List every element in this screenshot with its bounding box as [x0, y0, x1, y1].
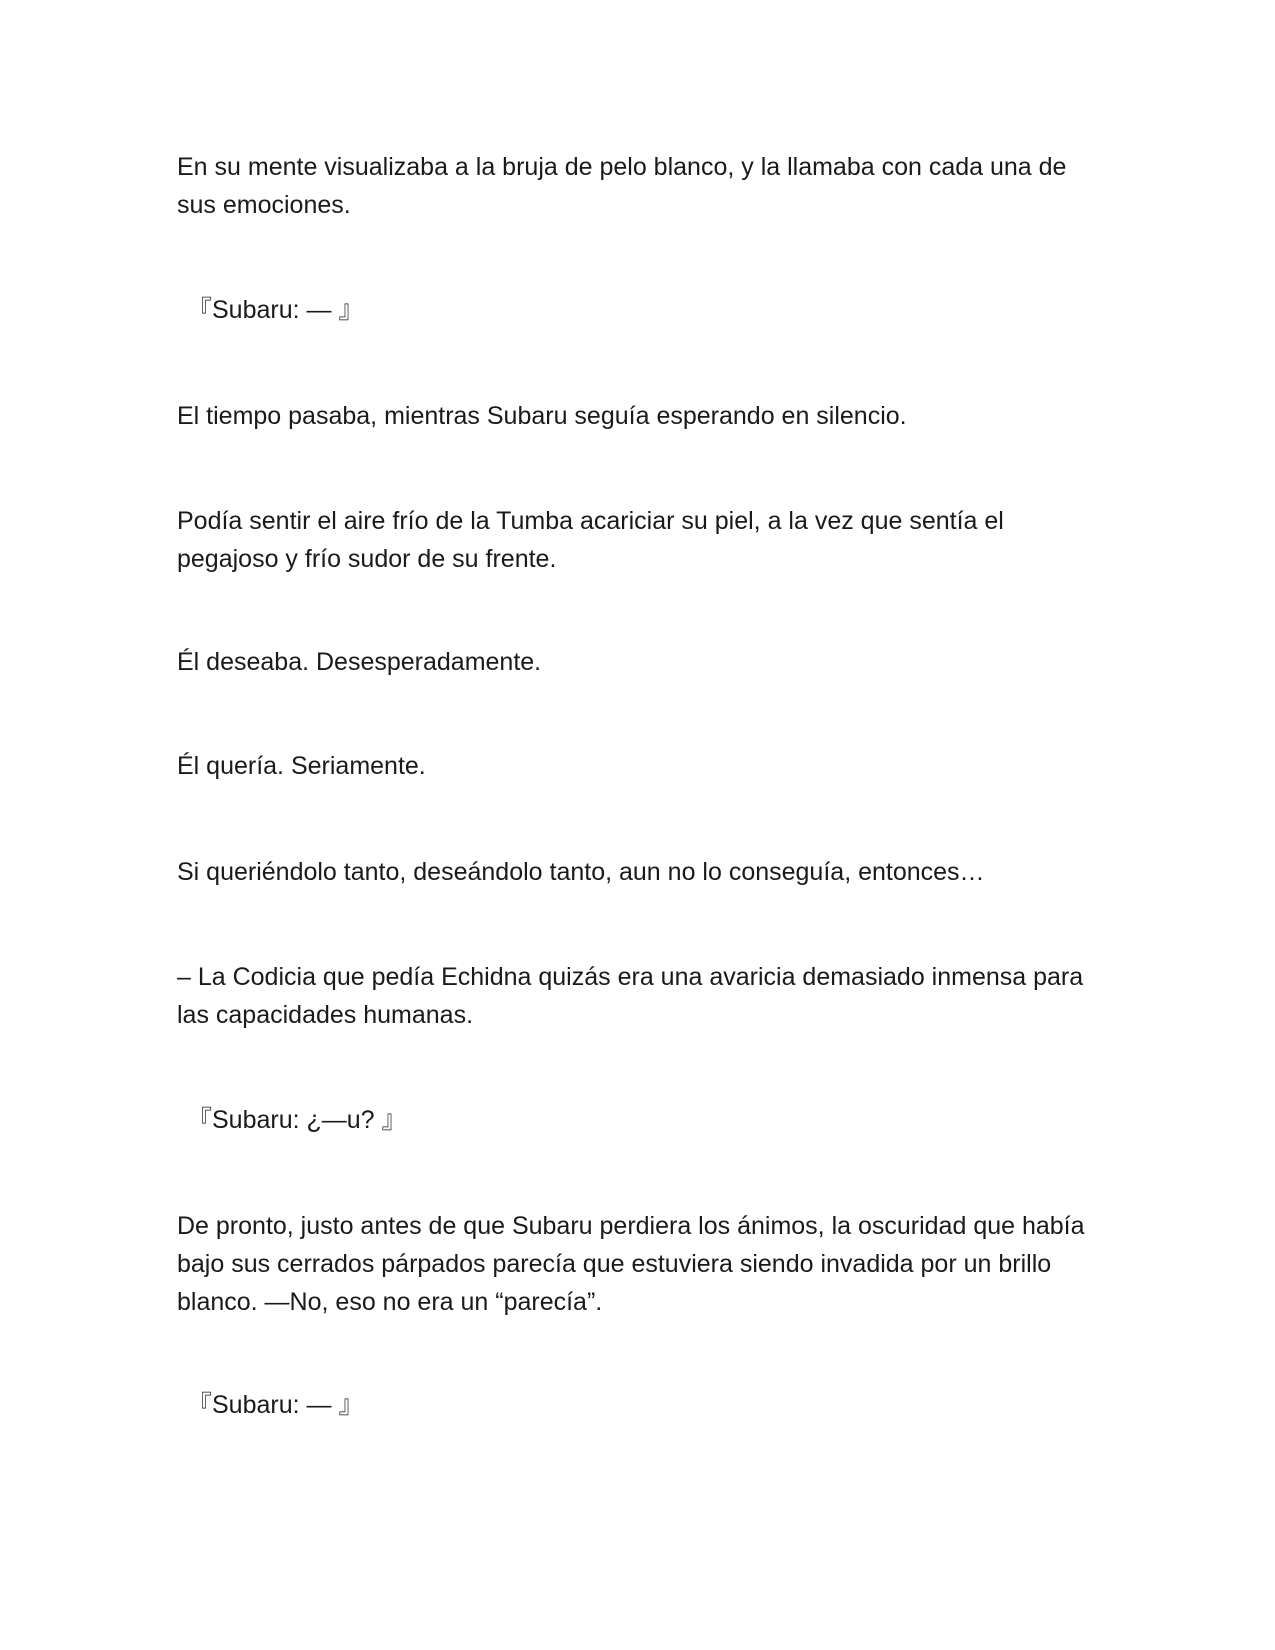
paragraph-8: De pronto, justo antes de que Subaru perdiera los ánimos, la oscuridad que había bajo sus cerrados párpados parecía que estuviera siendo invadida por un brillo blanco. —No, eso no era un “parecía”.	[177, 1212, 1085, 1316]
dialogue-line-3: 『Subaru: — 』	[187, 1391, 364, 1419]
dialogue-line-1: 『Subaru: — 』	[187, 296, 364, 324]
paragraph-6: Si queriéndolo tanto, deseándolo tanto, aun no lo conseguía, entonces…	[177, 858, 985, 886]
paragraph-3: Podía sentir el aire frío de la Tumba acariciar su piel, a la vez que sentía el pegajoso y frío sudor de su frente.	[177, 507, 1004, 573]
paragraph-5: Él quería. Seriamente.	[177, 752, 426, 780]
paragraph-4: Él deseaba. Desesperadamente.	[177, 648, 542, 676]
paragraph-7: – La Codicia que pedía Echidna quizás era una avaricia demasiado inmensa para las capacidades humanas.	[177, 963, 1084, 1029]
dialogue-line-2: 『Subaru: ¿—u? 』	[187, 1106, 407, 1134]
paragraph-2: El tiempo pasaba, mientras Subaru seguía esperando en silencio.	[177, 402, 907, 430]
paragraph-1: En su mente visualizaba a la bruja de pelo blanco, y la llamaba con cada una de sus emociones.	[177, 153, 1067, 219]
